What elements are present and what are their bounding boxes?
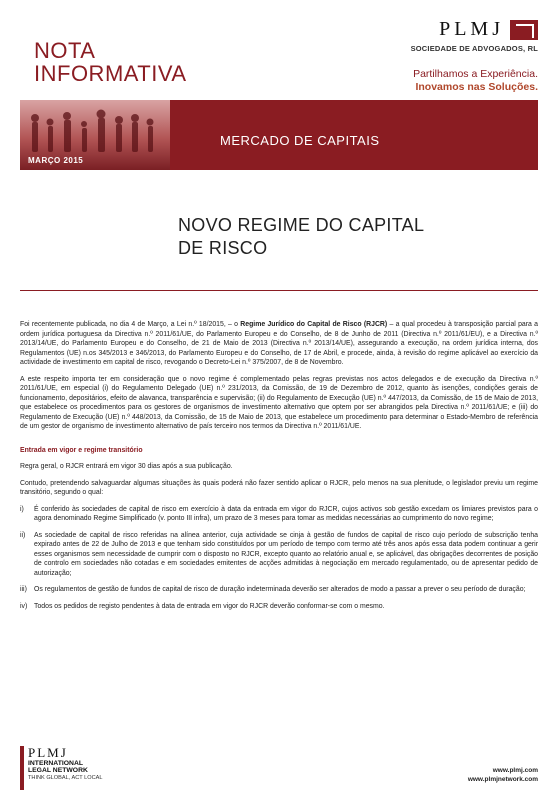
divider [20,290,538,291]
list-item: iv) Todos os pedidos de registo pendentes à data de entrada em vigor do RJCR deverão conformar-se com o mesmo. [20,602,385,610]
firm-logo [398,18,538,41]
slogan-line2: Inovamos nas Soluções. [415,81,538,94]
section-heading: Entrada em vigor e regime transitório [20,446,143,454]
section-banner [20,100,538,170]
paragraph-4: Contudo, pretendendo salvaguardar algumas situações às quais poderá não fazer sentido aplicar o RJCR, pelo menos na sua plenitude, o legislador previu um regime transitório, segundo o qual: [20,479,538,497]
firm-type: SOCIEDADE DE ADVOGADOS, RL [410,44,538,53]
issue-date: MARÇO 2015 [28,156,84,165]
paragraph-2: A este respeito importa ter em consideração que o novo regime é complementado pelas regras previstas nos actos delegados e de execução da Directiva n.º 2011/61/UE, em especial (i) do Regulamento Delegado (UE) n.º 231/2013, da Comissão, de 19 de Dezembro de 2012, quanto às isenções, condições gerais de funcionamento, depositários, efeito de alavanca, transparência e supervisão; (ii) do Regulamento de Execução (UE) n.º 447/2013, da Comissão, de 15 de Maio de 2013, que estabelece os procedimentos para os gestores de organismos de investimento alternativo que optem por ser abrangidos pela Directiva n.º 2011/61/UE; e (iii) do Regulamento de Execução (UE) n.º 448/2013, da Comissão, de 15 de Maio de 2013, que estabelece um procedimento para determinar o Estado-Membro de referência de um gestor de organismo de investimento alternativo de país terceiro nos termos da Directiva n.º 2011/61/UE. [20,375,538,431]
logo-mark-icon [510,20,538,40]
footer-logo-text: PLMJ [28,745,68,760]
url-network[interactable]: www.plmjnetwork.com [467,776,538,784]
logo-bar-icon [20,746,24,790]
list-item: i) É conferido às sociedades de capital de risco em exercício à data da entrada em vigor do RJCR, cujos activos sob gestão excedam os limiares previstos para o agora denominado Regime Simplificado (v. ponto III infra), um prazo de 3 meses para tomar as medidas necessárias ao cumprimento do novo regime; [20,505,538,523]
footer-links [468,766,538,784]
paragraph-1: Foi recentemente publicada, no dia 4 de Março, a Lei n.º 18/2015, – o Regime Jurídico do Capital de Risco (RJCR) – a qual procedeu à transposição parcial para a ordem jurídica portuguesa da Directiva n.º 2011/61/UE, do Parlamento Europeu e do Conselho, de 8 de Junho de 2011 (Directiva n.º 2011/61/EU), e a Directiva n.º 2013/14/UE, do Parlamento Europeu e do Conselho, de 21 de Maio de 2013 (Directiva n.º 2013/14/UE), assegurando a execução, na ordem jurídica interna, dos Regulamentos (UE) n.os 345/2013 e 346/2013, do Parlamento Europeu e do Conselho, de 17 de Abril, e procede, ainda, à revisão do regime aplicável ao exercício da actividade de investimento em capital de risco, revogando o Decreto-Lei n.º 375/2007, de 8 de Novembro. [20,321,538,367]
title-line1: NOVO REGIME DO CAPITAL [178,215,425,235]
nota-line1: NOTA [34,38,96,63]
rjcr-term: Regime Jurídico do Capital de Risco (RJCR) [240,321,388,328]
url-plmj[interactable]: www.plmj.com [492,767,538,774]
article-title [178,214,538,259]
slogan [413,68,538,94]
network-line2: LEGAL NETWORK [28,766,88,774]
paragraph-3: Regra geral, o RJCR entrará em vigor 30 dias após a sua publicação. [20,463,233,471]
list-item: ii) As sociedade de capital de risco referidas na alínea anterior, cuja actividade se cinja à gestão de fundos de capital de risco cujo período de subscrição tenha expirado antes de 22 de Julho de 2013 e que tenham sido constituídos por um período de tempo com termo até três anos após essa data podem continuar a gerir esses organismos sem necessidade de cumprir com o disposto no RJCR, excepto quanto ao relatório anual e, se aplicável, das obrigações decorrentes de posição de controlo em sociedades não cotadas e em sociedades emitentes de acções admitidas à negociação em mercado regulamentado, ou de apresentar pedido de autorização; [20,531,538,577]
network-logo [20,746,140,790]
list-item: iii) Os regulamentos de gestão de fundos de capital de risco de duração indeterminada deverão ser alterados de modo a passar a prever o seu período de duração; [20,586,526,594]
banner-photo [20,100,170,170]
article-body [20,320,538,618]
section-name: MERCADO DE CAPITAIS [220,133,380,148]
title-line2: DE RISCO [178,237,268,258]
firm-brand [398,18,538,53]
transitional-list [20,505,538,612]
nota-line2: INFORMATIVA [34,61,187,86]
logo-text: PLMJ [439,18,504,40]
network-line1: INTERNATIONAL [28,759,83,767]
network-tagline: THINK GLOBAL, ACT LOCAL [28,774,103,781]
slogan-line1: Partilhamos a Experiência. [413,68,538,80]
document-type [34,40,187,85]
